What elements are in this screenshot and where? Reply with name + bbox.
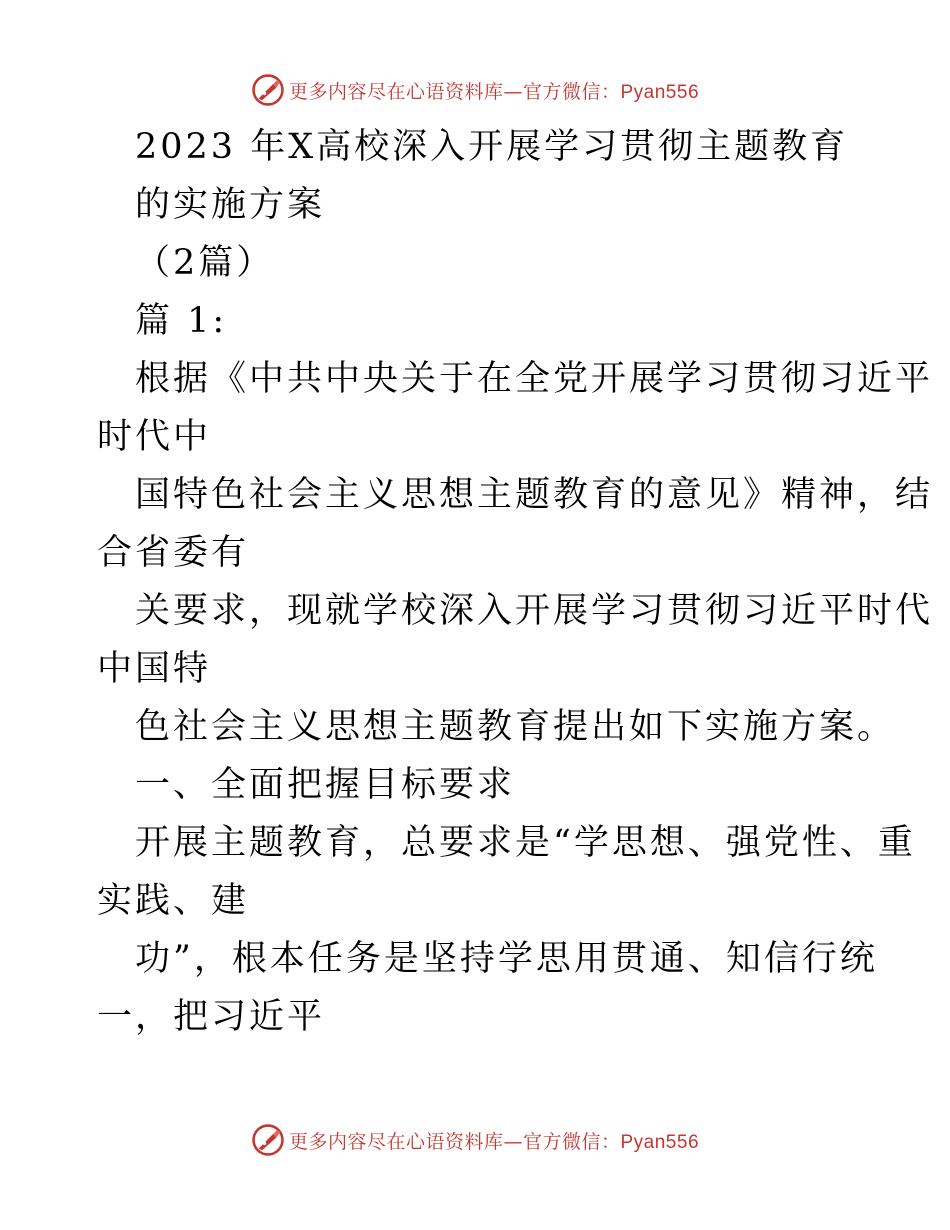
text-line: 合省委有: [97, 533, 250, 573]
text-line: 实践、建: [97, 881, 250, 921]
document-body: [97, 118, 934, 1046]
text-line: 一、全面把握目标要求: [135, 765, 516, 805]
text-line: 关要求，现就学校深入开展学习贯彻习近平时代: [135, 591, 934, 631]
text-line: 2023 年X高校深入开展学习贯彻主题教育: [135, 127, 849, 167]
header-banner: [0, 70, 950, 110]
text-line: 篇 1:: [135, 301, 228, 341]
text-line: 开展主题教育，总要求是“学思想、强党性、重: [135, 823, 916, 863]
text-line: 根据《中共中央关于在全党开展学习贯彻习近平: [135, 359, 934, 399]
pen-nib-logo-icon: [251, 73, 285, 107]
pen-nib-logo-icon: [251, 1123, 285, 1157]
text-line: 中国特: [97, 649, 212, 689]
footer-banner: [0, 1120, 950, 1160]
text-line: 时代中: [97, 417, 212, 457]
text-line: 一，把习近平: [97, 997, 326, 1037]
text-line: 国特色社会主义思想主题教育的意见》精神，结: [135, 475, 934, 515]
text-line: 功”，根本任务是坚持学思用贯通、知信行统: [135, 939, 878, 979]
banner-text: 更多内容尽在心语资料库—官方微信：Pyan556: [288, 80, 700, 103]
text-line: 色社会主义思想主题教育提出如下实施方案。: [135, 707, 896, 747]
text-line: （2篇）: [135, 243, 275, 283]
text-line: 的实施方案: [135, 185, 326, 225]
banner-text: 更多内容尽在心语资料库—官方微信：Pyan556: [288, 1130, 700, 1153]
